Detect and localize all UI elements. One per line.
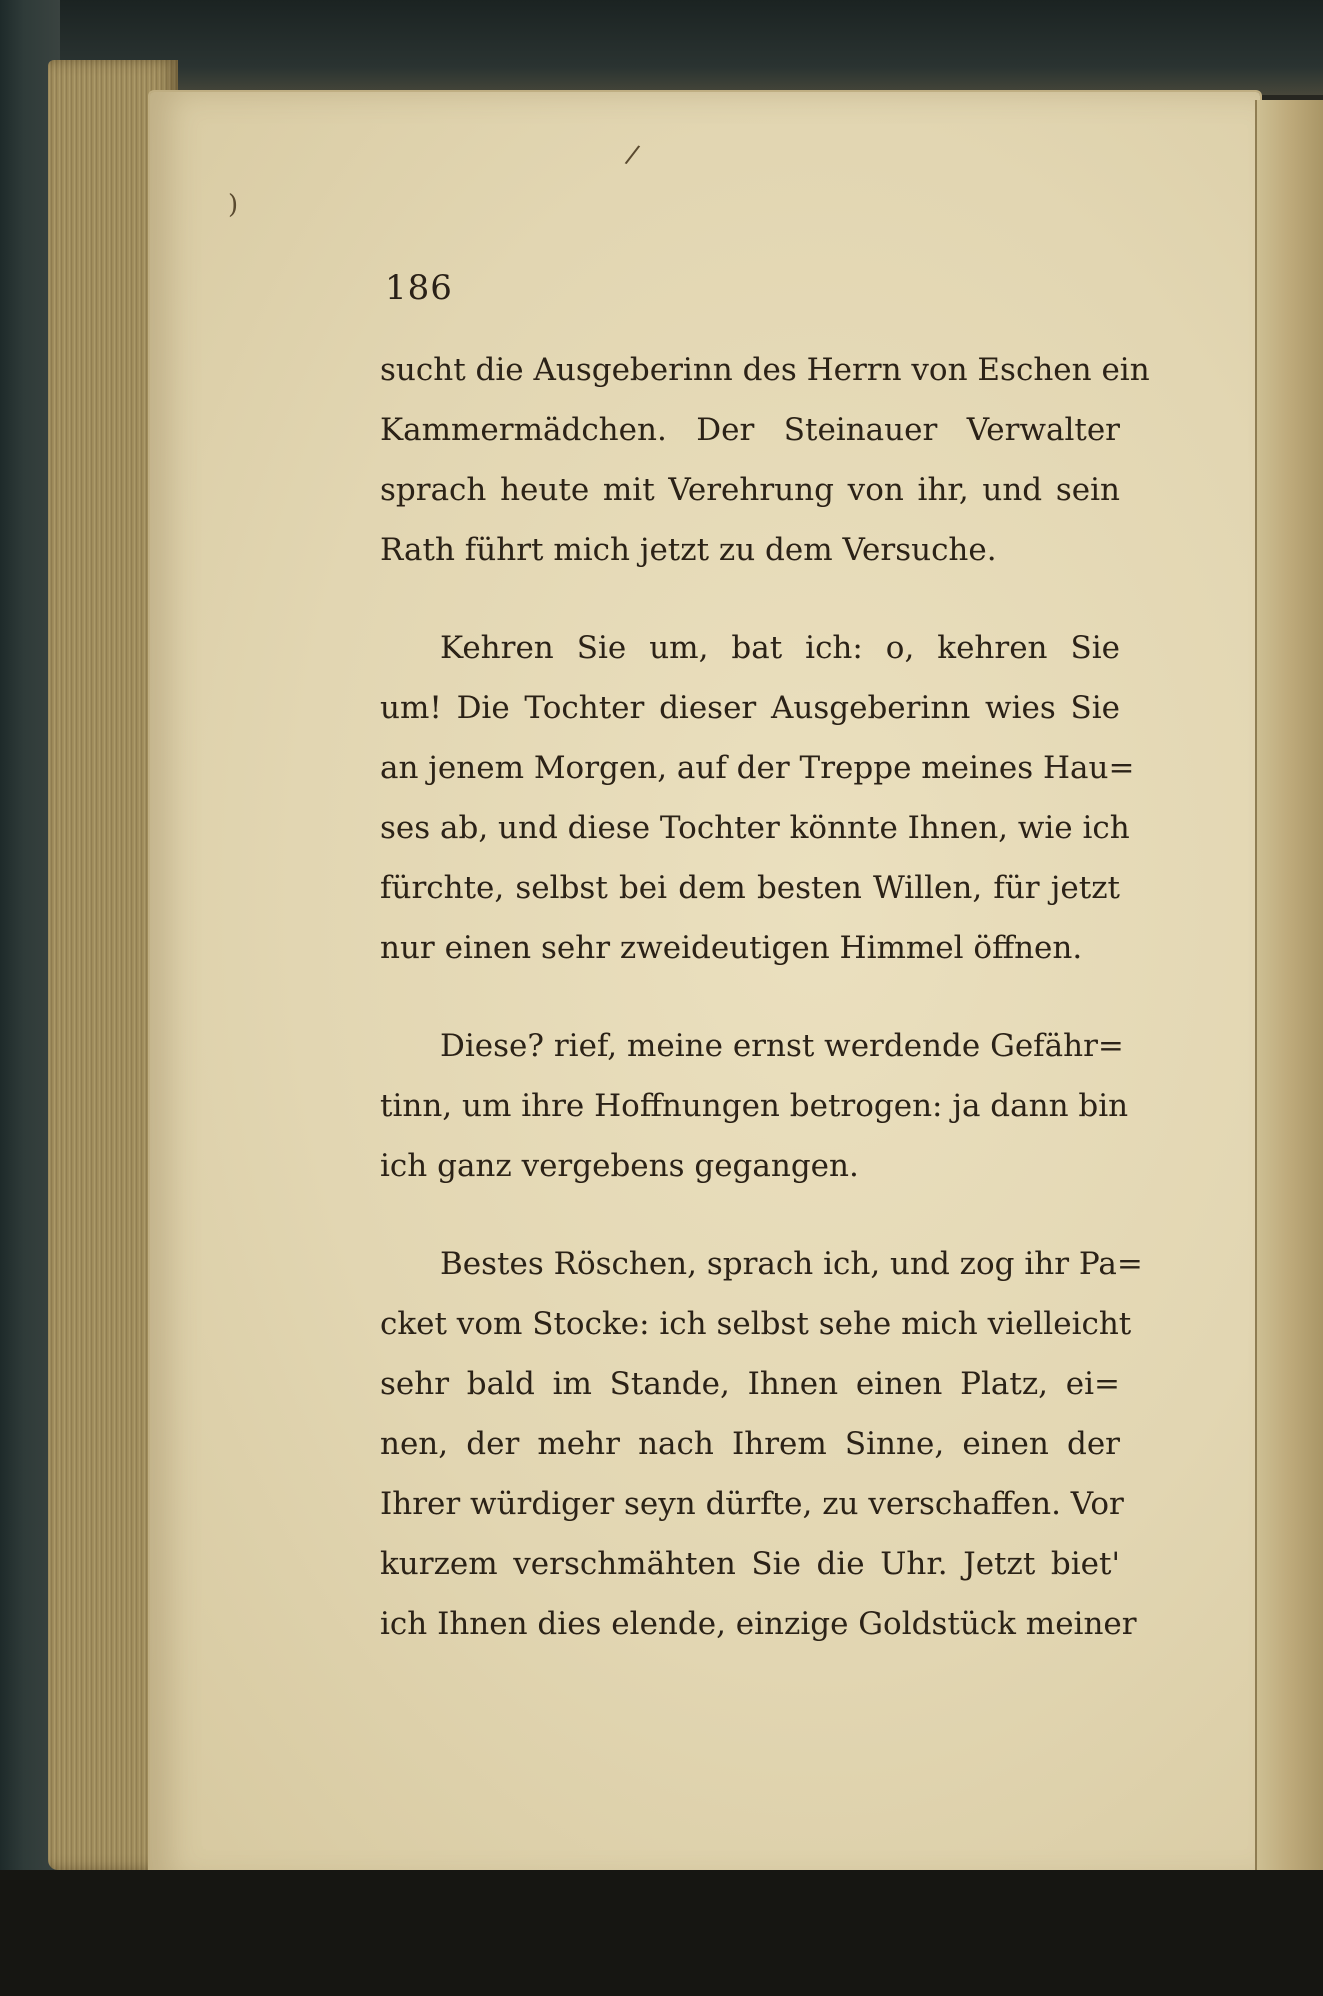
body-text (380, 340, 1150, 1654)
text-line: Rath führt mich jetzt zu dem Versuche. (380, 532, 997, 568)
text-line: ich ganz vergebens gegangen. (380, 1148, 859, 1184)
text-line: tinn, um ihre Hoffnungen betrogen: ja dann bin (380, 1088, 1129, 1124)
text-line: an jenem Morgen, auf der Treppe meines Hau= (380, 750, 1135, 786)
paragraph (380, 1016, 1129, 1196)
margin-mark: / (623, 139, 642, 171)
top-cover-band (0, 0, 1323, 95)
text-line: kurzem verschmähten Sie die Uhr. Jetzt biet' (380, 1546, 1120, 1582)
bottom-background (0, 1870, 1323, 1996)
text-line: ich Ihnen dies elende, einzige Goldstück meiner (380, 1606, 1137, 1642)
text-line: Kammermädchen. Der Steinauer Verwalter (380, 412, 1120, 448)
text-line: um! Die Tochter dieser Ausgeberinn wies Sie (380, 690, 1120, 726)
text-line: nen, der mehr nach Ihrem Sinne, einen der (380, 1426, 1120, 1462)
text-line: Ihrer würdiger seyn dürfte, zu verschaffen. Vor (380, 1486, 1124, 1522)
paragraph (380, 340, 1150, 580)
text-line: cket vom Stocke: ich selbst sehe mich vielleicht (380, 1306, 1132, 1342)
page-number: 186 (385, 268, 453, 308)
paragraph (380, 618, 1135, 978)
text-line: nur einen sehr zweideutigen Himmel öffnen. (380, 930, 1083, 966)
text-line: Diese? rief, meine ernst werdende Gefähr= (440, 1028, 1124, 1064)
text-line: Bestes Röschen, sprach ich, und zog ihr Pa= (440, 1246, 1143, 1282)
margin-mark: ) (228, 190, 239, 220)
binding-strip (1255, 100, 1323, 1870)
text-line: Kehren Sie um, bat ich: o, kehren Sie (440, 630, 1120, 666)
paragraph (380, 1234, 1143, 1654)
text-line: ses ab, und diese Tochter könnte Ihnen, wie ich (380, 810, 1130, 846)
text-line: sprach heute mit Verehrung von ihr, und sein (380, 472, 1120, 508)
text-line: sehr bald im Stande, Ihnen einen Platz, ei= (380, 1366, 1120, 1402)
text-line: sucht die Ausgeberinn des Herrn von Eschen ein (380, 352, 1150, 388)
text-line: fürchte, selbst bei dem besten Willen, für jetzt (380, 870, 1120, 906)
